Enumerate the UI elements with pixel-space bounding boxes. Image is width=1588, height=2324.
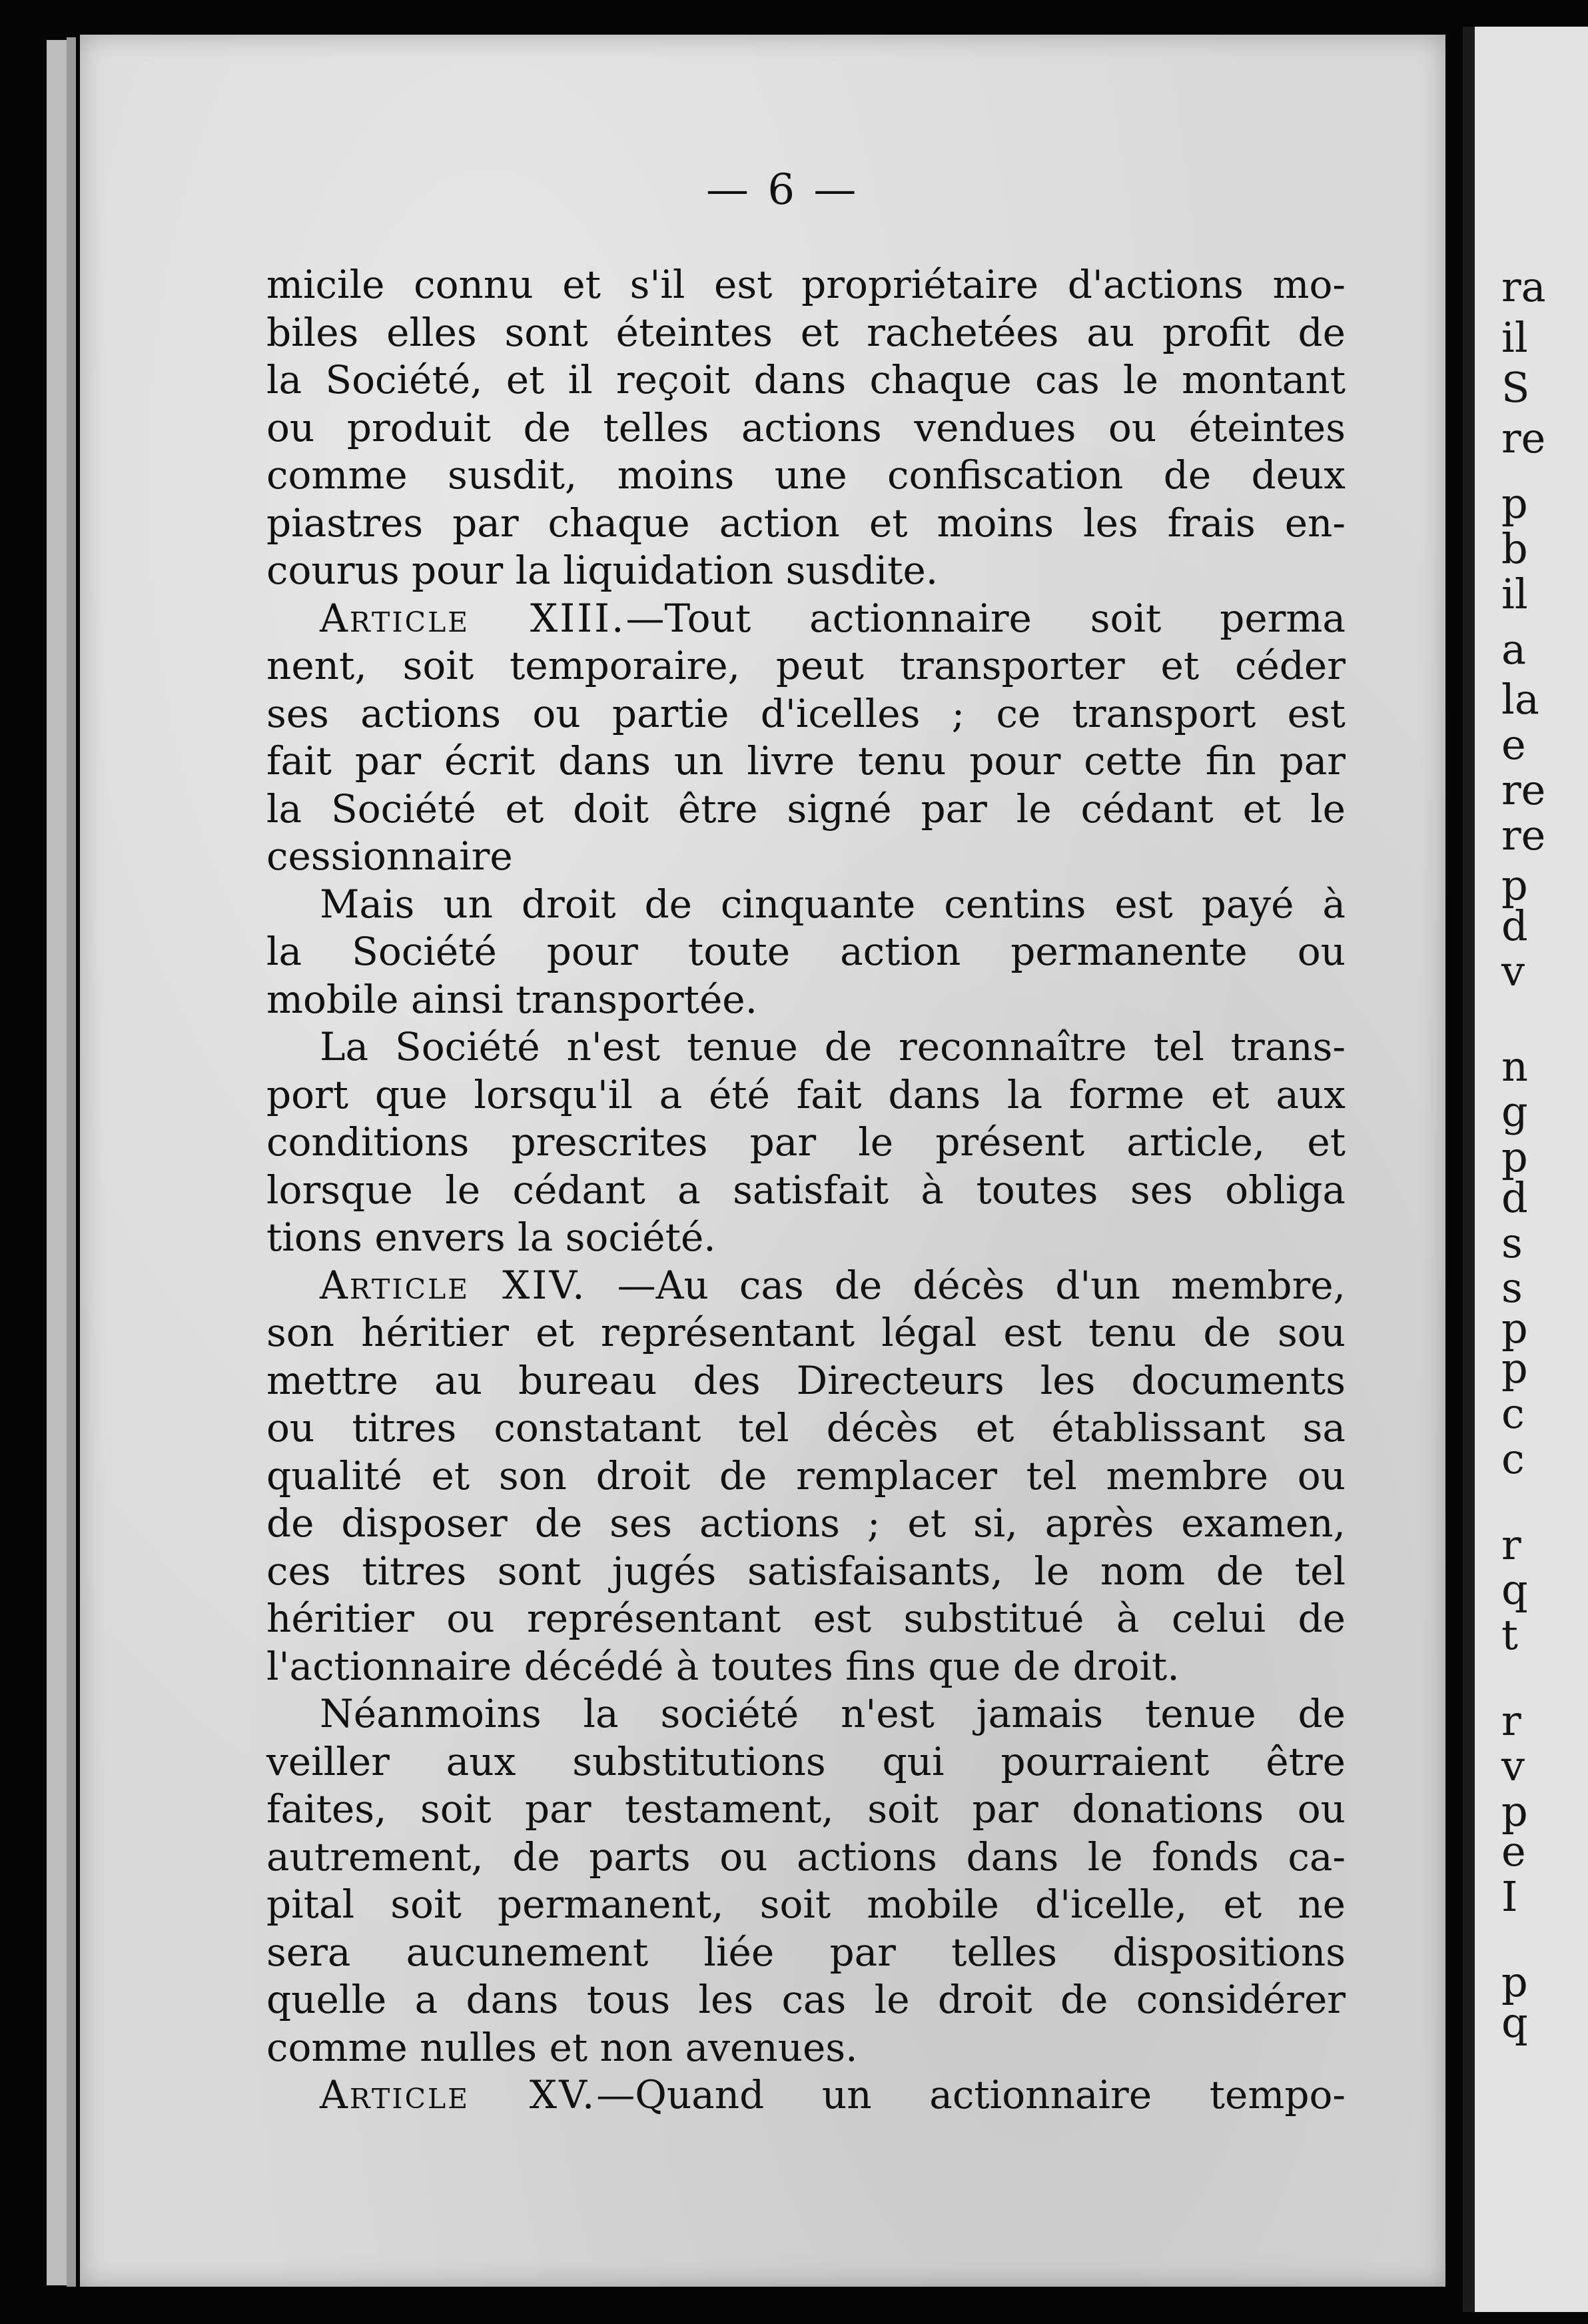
line-text: —Tout actionnaire soit perma bbox=[625, 595, 1346, 641]
text-line bbox=[266, 1738, 1346, 1786]
facing-page-letter: s bbox=[1501, 1263, 1523, 1313]
text-line bbox=[266, 642, 1346, 690]
facing-page-letter: v bbox=[1501, 1741, 1525, 1790]
line-text: ou produit de telles actions vendues ou éteintes bbox=[266, 404, 1346, 450]
line-text: cessionnaire bbox=[266, 834, 513, 879]
text-line bbox=[266, 1834, 1346, 1882]
text-line bbox=[266, 261, 1346, 309]
text-line bbox=[266, 1167, 1346, 1215]
text-line bbox=[266, 1690, 1346, 1738]
line-text: nent, soit temporaire, peut transporter et céder bbox=[266, 643, 1346, 688]
text-line bbox=[266, 1643, 1346, 1691]
text-line bbox=[266, 356, 1346, 404]
text-line bbox=[266, 500, 1346, 548]
line-text: lorsque le cédant a satisfait à toutes ses obliga bbox=[266, 1167, 1346, 1213]
facing-page-fragment bbox=[1463, 27, 1588, 2312]
text-line bbox=[266, 309, 1346, 357]
facing-page-letter: p bbox=[1501, 1786, 1528, 1836]
text-line bbox=[266, 1023, 1346, 1071]
line-text: quelle a dans tous les cas le droit de considérer bbox=[266, 1977, 1346, 2022]
article-heading: Article XV. bbox=[320, 2072, 597, 2117]
facing-page-letter: q bbox=[1501, 1998, 1528, 2047]
line-text: mettre au bureau des Directeurs les documents bbox=[266, 1357, 1346, 1403]
facing-page-letter: n bbox=[1501, 1042, 1528, 1091]
article-text-block bbox=[266, 261, 1346, 2119]
line-text: courus pour la liquidation susdite. bbox=[266, 548, 939, 593]
text-line bbox=[266, 2024, 1346, 2072]
facing-page-letter: la bbox=[1501, 675, 1539, 724]
facing-page-letter: r bbox=[1501, 1696, 1521, 1745]
line-text: ou titres constatant tel décès et établissant sa bbox=[266, 1405, 1346, 1451]
facing-page-letter: p bbox=[1501, 861, 1528, 910]
line-text: micile connu et s'il est propriétaire d'actions mo- bbox=[266, 262, 1346, 307]
facing-page-letter: b bbox=[1501, 524, 1528, 573]
facing-page-letter: re bbox=[1501, 766, 1546, 814]
text-line bbox=[266, 1929, 1346, 1977]
text-line bbox=[266, 1595, 1346, 1643]
facing-page-letter: a bbox=[1501, 624, 1526, 674]
facing-page-letter: ra bbox=[1501, 263, 1546, 311]
text-line bbox=[266, 738, 1346, 786]
line-text: —Quand un actionnaire tempo- bbox=[596, 2072, 1346, 2117]
text-line bbox=[266, 1357, 1346, 1405]
text-line bbox=[266, 1452, 1346, 1500]
facing-page-letter: e bbox=[1501, 720, 1526, 770]
text-line bbox=[266, 786, 1346, 834]
facing-page-letter: re bbox=[1501, 413, 1546, 462]
line-text: pital soit permanent, soit mobile d'icelle, et ne bbox=[266, 1882, 1346, 1927]
text-line bbox=[266, 547, 1346, 595]
line-text: héritier ou représentant est substitué à celui de bbox=[266, 1596, 1346, 1641]
facing-page-letter: il bbox=[1501, 312, 1528, 362]
line-text: de disposer de ses actions ; et si, après examen, bbox=[266, 1500, 1346, 1546]
facing-page-letter: I bbox=[1501, 1872, 1518, 1921]
facing-page-letter: p bbox=[1501, 1344, 1528, 1393]
line-text: La Société n'est tenue de reconnaître tel trans- bbox=[320, 1024, 1346, 1069]
page-stack-edge-inner bbox=[67, 37, 76, 2287]
text-line bbox=[266, 1309, 1346, 1357]
facing-page-letter: il bbox=[1501, 569, 1528, 618]
line-text: autrement, de parts ou actions dans le fonds ca- bbox=[266, 1834, 1346, 1880]
text-line bbox=[266, 1881, 1346, 1929]
text-line bbox=[266, 1548, 1346, 1596]
line-text: —Au cas de décès d'un membre, bbox=[586, 1262, 1346, 1308]
line-text: veiller aux substitutions qui pourraient être bbox=[266, 1738, 1346, 1784]
line-text: l'actionnaire décédé à toutes fins que de droit. bbox=[266, 1643, 1180, 1689]
text-line bbox=[266, 690, 1346, 738]
facing-page-letter: t bbox=[1501, 1610, 1518, 1660]
line-text: faites, soit par testament, soit par donations ou bbox=[266, 1786, 1346, 1832]
line-text: port que lorsqu'il a été fait dans la forme et aux bbox=[266, 1071, 1346, 1117]
text-line bbox=[266, 881, 1346, 929]
facing-page-letter: r bbox=[1501, 1520, 1521, 1569]
page-number: — 6 — bbox=[706, 165, 859, 215]
line-text: sera aucunement liée par telles dispositions bbox=[266, 1929, 1346, 1975]
facing-page-letter: e bbox=[1501, 1827, 1526, 1876]
page-stack-edge bbox=[47, 40, 69, 2285]
facing-page-letter: q bbox=[1501, 1565, 1528, 1614]
line-text: son héritier et représentant légal est tenu de sou bbox=[266, 1310, 1346, 1355]
facing-page-letter: c bbox=[1501, 1389, 1525, 1439]
text-line bbox=[266, 2071, 1346, 2119]
facing-page-letter: g bbox=[1501, 1087, 1528, 1137]
text-line bbox=[266, 1786, 1346, 1834]
line-text: comme susdit, moins une confiscation de deux bbox=[266, 452, 1346, 498]
text-line bbox=[266, 976, 1346, 1024]
text-line bbox=[266, 1405, 1346, 1452]
line-text: la Société, et il reçoit dans chaque cas le montant bbox=[266, 357, 1346, 402]
line-text: comme nulles et non avenues. bbox=[266, 2024, 858, 2070]
facing-page-letter: p bbox=[1501, 1303, 1528, 1353]
facing-page-letter: p bbox=[1501, 1958, 1528, 2007]
line-text: la Société pour toute action permanente ou bbox=[266, 929, 1346, 974]
line-text: mobile ainsi transportée. bbox=[266, 976, 758, 1022]
line-text: conditions prescrites par le présent article, et bbox=[266, 1119, 1346, 1165]
line-text: ces titres sont jugés satisfaisants, le nom de tel bbox=[266, 1548, 1346, 1594]
line-text: biles elles sont éteintes et rachetées au profit de bbox=[266, 309, 1346, 355]
text-line bbox=[266, 1214, 1346, 1262]
line-text: fait par écrit dans un livre tenu pour cette fin par bbox=[266, 738, 1346, 784]
line-text: la Société et doit être signé par le cédant et le bbox=[266, 786, 1346, 832]
facing-page-letter: d bbox=[1501, 1173, 1528, 1222]
facing-page-letter: re bbox=[1501, 810, 1546, 860]
facing-page-letter: d bbox=[1501, 901, 1528, 950]
line-text: Néanmoins la société n'est jamais tenue de bbox=[320, 1691, 1346, 1736]
line-text: qualité et son droit de remplacer tel membre ou bbox=[266, 1452, 1346, 1498]
text-line bbox=[266, 833, 1346, 881]
facing-page-letter: S bbox=[1501, 363, 1530, 412]
text-line bbox=[266, 1500, 1346, 1548]
text-line bbox=[266, 928, 1346, 976]
text-line bbox=[266, 1262, 1346, 1310]
facing-page-letter: p bbox=[1501, 478, 1528, 528]
line-text: ses actions ou partie d'icelles ; ce transport est bbox=[266, 690, 1346, 736]
line-text: piastres par chaque action et moins les frais en- bbox=[266, 500, 1346, 546]
facing-page-letter: c bbox=[1501, 1435, 1525, 1484]
text-line bbox=[266, 404, 1346, 452]
facing-page-letter: s bbox=[1501, 1218, 1523, 1267]
text-line bbox=[266, 452, 1346, 500]
facing-page-letter: p bbox=[1501, 1133, 1528, 1182]
facing-page-letter: v bbox=[1501, 946, 1525, 995]
text-line bbox=[266, 595, 1346, 643]
text-line bbox=[266, 1119, 1346, 1167]
line-text: tions envers la société. bbox=[266, 1215, 716, 1260]
article-heading: Article XIV. bbox=[320, 1262, 587, 1308]
text-line bbox=[266, 1976, 1346, 2024]
text-line bbox=[266, 1071, 1346, 1119]
article-heading: Article XIII. bbox=[320, 595, 626, 641]
line-text: Mais un droit de cinquante centins est payé à bbox=[320, 881, 1346, 927]
